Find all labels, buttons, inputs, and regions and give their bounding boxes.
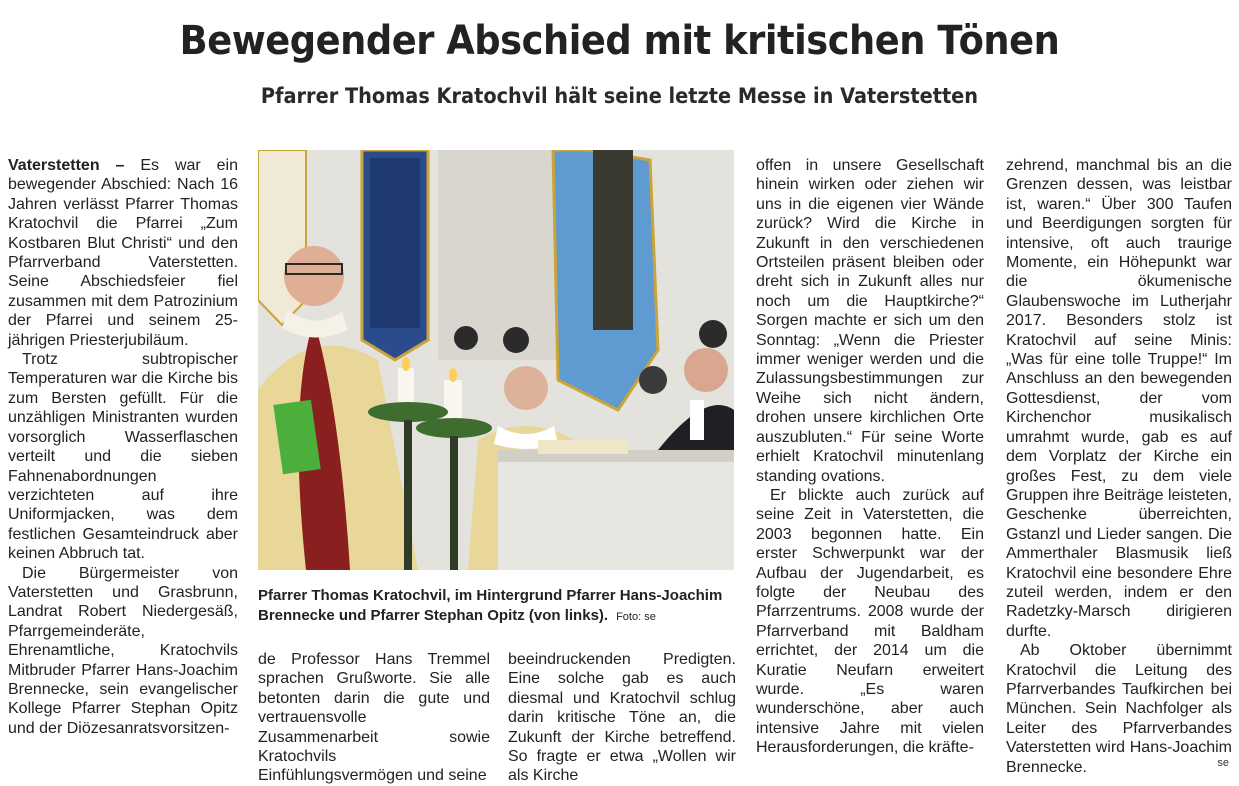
paragraph-text: Es war ein bewegender Abschied: Nach 16 Jahren verlässt Pfarrer Thomas Kratochvil die Pfarrei „Zum Kostbaren Blut Christi“ und den Pfarrverband Vaterstetten. Seine Abschiedsfeier fiel zusammen mit dem Patrozinium der Pfarrei und seinem 25-jährigen Priesterjubiläum. [8,157,238,349]
paragraph: beeindruckenden Predigten. Eine solche gab es auch diesmal und Kratochvil schlug darin kritische Töne an, die Zukunft der Kirche betreffend. So fragte er etwa „Wollen wir als Kirche [508,651,736,785]
paragraph: Trotz subtropischer Temperaturen war die Kirche bis zum Bersten gefüllt. Für die unzähligen Ministranten wurden vorsorglich Wasserflaschen verteilt und die sieben Fahnenabordnungen verzichteten auf ihre Uniformjacken, was dem festlichen Gesamteindruck aber keinen Abbruch tat. [8,351,238,563]
paragraph: offen in unsere Gesellschaft hinein wirken oder ziehen wir uns in die eigenen vier Wände zurück? Wird die Kirche in Zukunft in den verschiedenen Ortsteilen präsent bleiben oder dreht sich in Zukunft alles nur noch um die Hauptkirche?“ Sorgen machte er sich um den Sonntag: „Wenn die Priester immer weniger werden und die Zulassungsbestimmungen zur Weihe sich nicht ändern, drohen unsere kirchlichen Orte auszubluten.“ Für seine Worte erhielt Kratochvil minutenlang standing ovations. [756,157,984,485]
caption-text: Pfarrer Thomas Kratochvil, im Hintergrund Pfarrer Hans-Joachim Brennecke und Pfarrer Stephan Opitz (von links). [258,587,723,624]
paragraph: Er blickte auch zurück auf seine Zeit in Vaterstetten, die 2003 begonnen hatte. Ein erster Schwerpunkt war der Aufbau der Jugendarbeit, es folgte der Neubau des Pfarrzentrums. 2008 wurde der Pfarrverband mit Baldham errichtet, der 2014 um die Kuratie Neufarn erweitert wurde. „Es waren wunderschöne, aber auch intensive Jahre mit vielen Herausforderungen, die kräfte- [756,486,984,757]
article-column-4 [756,156,984,758]
author-signature: se [1217,757,1229,769]
paragraph: de Professor Hans Tremmel sprachen Grußworte. Sie alle betonten darin die gute und vertrauensvolle Zusammenarbeit sowie Kratochvils Einfühlungsvermögen und seine [258,651,490,785]
article-column-1 [8,156,238,738]
article-column-2 [258,650,490,786]
photo-credit: Foto: se [616,611,656,623]
paragraph: Die Bürgermeister von Vaterstetten und Grasbrunn, Landrat Robert Niedergesäß, Pfarrgemeinderäte, Ehrenamtliche, Kratochvils Mitbruder Pfarrer Hans-Joachim Brennecke, sein evangelischer Kollege Pfarrer Stephan Opitz und der Diözesanratsvorsitzen- [8,564,238,737]
paragraph [8,156,238,350]
article-column-3 [508,650,736,786]
article-column-5 [1006,156,1232,777]
paragraph: Ab Oktober übernimmt Kratochvil die Leitung des Pfarrverbandes Taufkirchen bei München. Sein Nachfolger als Leiter des Pfarrverbandes Vaterstetten wird Hans-Joachim Brennecke. [1006,642,1232,776]
paragraph: zehrend, manchmal bis an die Grenzen dessen, was leistbar ist, waren.“ Über 300 Taufen und Beerdigungen sorgten für intensive, oft auch traurige Momente, ein Höhepunkt war die ökumenische Glaubenswoche im Lutherjahr 2017. Besonders stolz ist Kratochvil auf seine Minis: „Was für eine tolle Truppe!“ Im Anschluss an den bewegenden Gottesdienst, der vom Kirchenchor musikalisch umrahmt wurde, gab es auf dem Vorplatz der Kirche ein großes Fest, zu dem viele Gruppen ihre Beiträge leisteten, Geschenke überreichten, Gstanzl und Lieder sangen. Die Ammerthaler Blasmusik ließ Kratochvil eine besondere Ehre zuteil werden, indem er den Radetzky-Marsch dirigieren durfte. [1006,157,1232,640]
article-photo [258,150,734,570]
photo-illustration [258,150,734,570]
subheadline: Pfarrer Thomas Kratochvil hält seine letzte Messe in Vaterstetten [260,84,979,108]
headline: Bewegender Abschied mit kritischen Tönen [179,18,1060,64]
dateline: Vaterstetten – [8,157,125,174]
photo-caption [258,586,736,627]
